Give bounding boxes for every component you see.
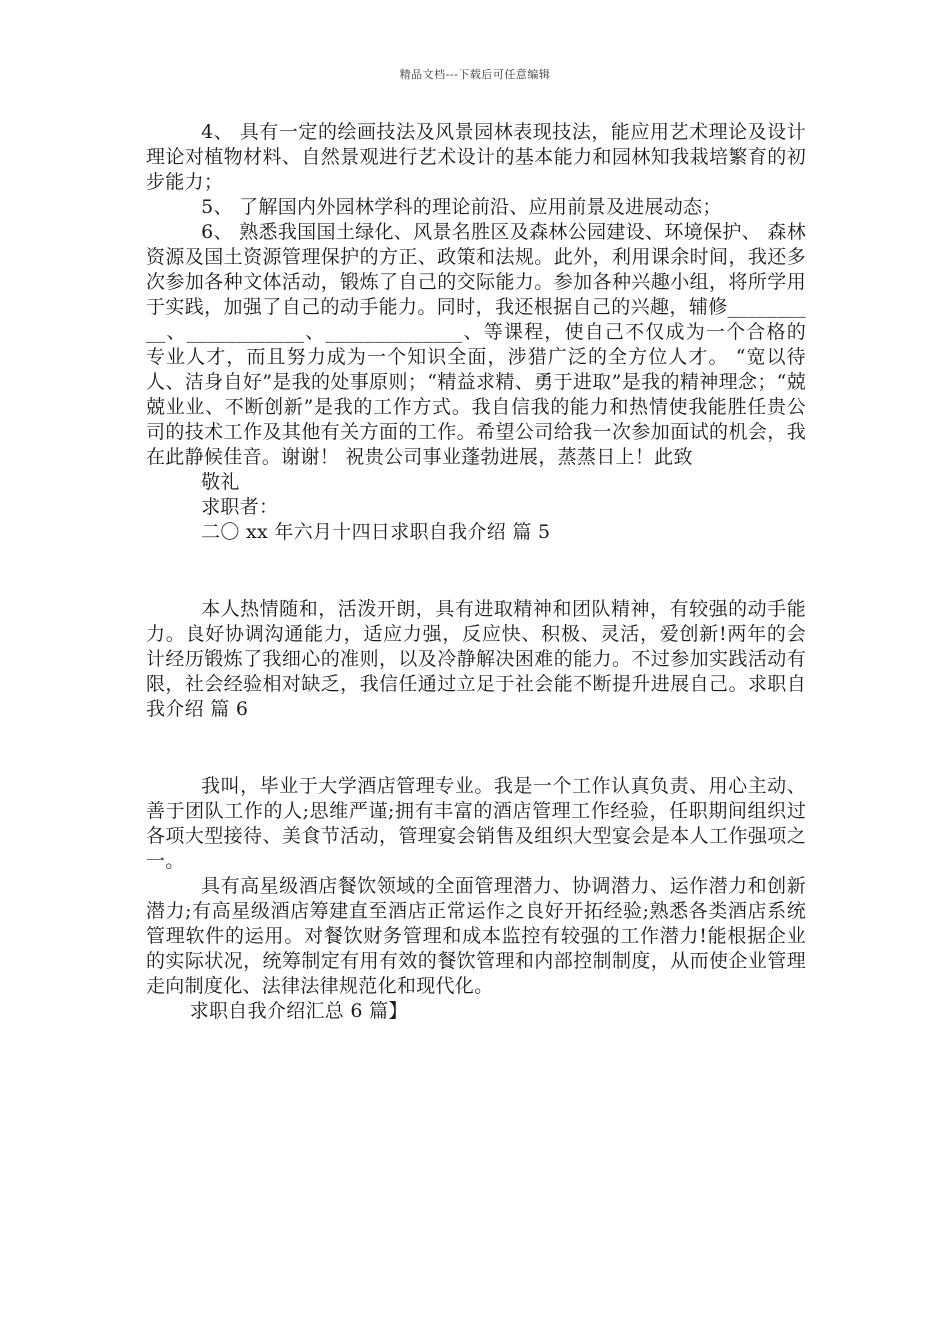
closing-regards: 敬礼 [201, 471, 240, 493]
closing-date-line: 二〇 xx 年六月十四日求职自我介绍 篇 5 [201, 521, 551, 543]
document-footer-title: 求职自我介绍汇总 6 篇】 [189, 1000, 408, 1022]
paragraph-item-5: 5、 了解国内外园林学科的理论前沿、应用前景及进展动态； [201, 196, 722, 218]
document-body [146, 120, 806, 1024]
document-header: 精品文档---下载后可任意编辑 [399, 68, 551, 81]
section-6-paragraph-1: 我叫，毕业于大学酒店管理专业。我是一个工作认真负责、用心主动、善于团队工作的人;思维严谨;拥有丰富的酒店管理工作经验，任职期间组织过各项大型接待、美食节活动，管理宴会销售及组织大型宴会是本人工作强项之一。 [146, 775, 806, 872]
paragraph-item-4: 4、 具有一定的绘画技法及风景园林表现技法，能应用艺术理论及设计理论对植物材料、自然景观进行艺术设计的基本能力和园林知我栽培繁育的初步能力； [146, 121, 806, 193]
section-6-paragraph-2: 具有高星级酒店餐饮领域的全面管理潜力、协调潜力、运作潜力和创新潜力;有高星级酒店筹建直至酒店正常运作之良好开拓经验;熟悉各类酒店系统管理软件的运用。对餐饮财务管理和成本监控有较强的工作潜力!能根据企业的实际状况，统筹制定有用有效的餐饮管理和内部控制制度，从而使企业管理走向制度化、法律法律规范化和现代化。 [146, 875, 806, 997]
section-5-paragraph: 本人热情随和，活泼开朗，具有进取精神和团队精神，有较强的动手能力。良好协调沟通能力，适应力强，反应快、积极、灵活，爱创新!两年的会计经历锻炼了我细心的准则，以及冷静解决困难的能力。不过参加实践活动有限，社会经验相对缺乏，我信任通过立足于社会能不断提升进展自己。求职自我介绍 篇 6 [146, 598, 806, 720]
closing-applicant: 求职者： [201, 496, 279, 518]
paragraph-item-6: 6、 熟悉我国国土绿化、风景名胜区及森林公园建设、环境保护、 森林资源及国土资源管理保护的方正、政策和法规。此外，利用课余时间，我还多次参加各种文体活动，锻炼了自己的交际能力。参加各种兴趣小组，将所学用于实践，加强了自己的动手能力。同时，我还根据自己的兴趣，辅修__________、____________、______________、等课程，使自己不仅成为一个合格的专业人才，而且努力成为一个知识全面，涉猎广泛的全方位人才。 “宽以待人、洁身自好”是我的处事原则；“精益求精、勇于进取”是我的精神理念；“兢兢业业、不断创新”是我的工作方式。我自信我的能力和热情使我能胜任贵公司的技术工作及其他有关方面的工作。希望公司给我一次参加面试的机会，我在此静候佳音。谢谢！ 祝贵公司事业蓬勃进展，蒸蒸日上！此致 [146, 221, 806, 468]
